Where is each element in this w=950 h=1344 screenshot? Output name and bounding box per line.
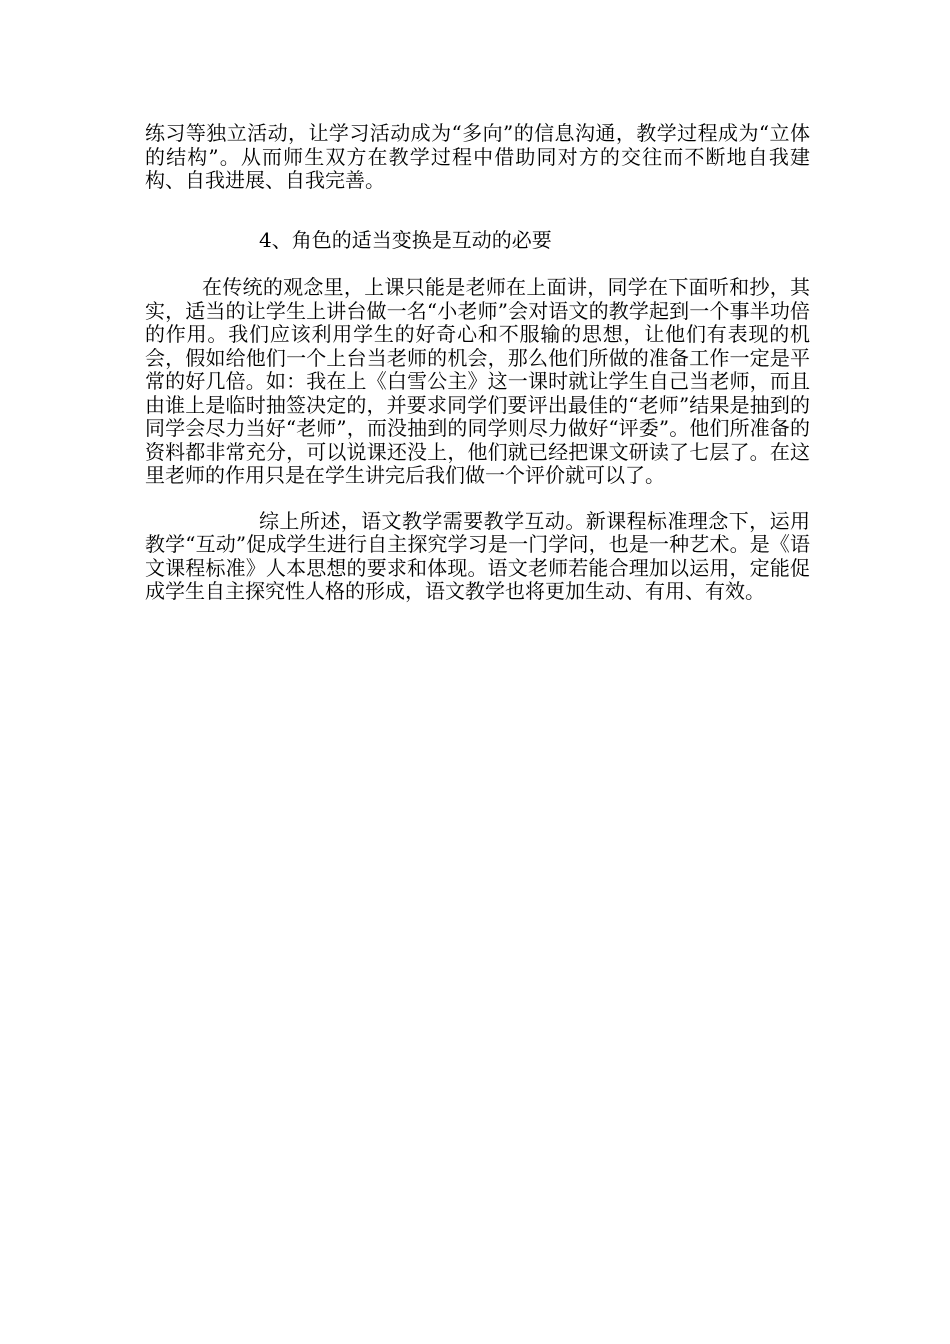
- paragraph-role-change: 在传统的观念里，上课只能是老师在上面讲，同学在下面听和抄，其实，适当的让学生上讲台做一名“小老师”会对语文的教学起到一个事半功倍的作用。我们应该利用学生的好奇心和不服输的思想，让他们有表现的机会，假如给他们一个上台当老师的机会，那么他们所做的准备工作一定是平常的好几倍。如：我在上《白雪公主》这一课时就让学生自己当老师，而且由谁上是临时抽签决定的，并要求同学们要评出最佳的“老师”结果是抽到的同学会尽力当好“老师”，而没抽到的同学则尽力做好“评委”。他们所准备的资料都非常充分，可以说课还没上，他们就已经把课文研读了七层了。在这里老师的作用只是在学生讲完后我们做一个评价就可以了。: [145, 275, 810, 487]
- section-heading: 4、角色的适当变换是互动的必要: [259, 227, 552, 252]
- paragraph-conclusion: 综上所述，语文教学需要教学互动。新课程标准理念下，运用教学“互动”促成学生进行自主探究学习是一门学问，也是一种艺术。是《语文课程标准》人本思想的要求和体现。语文老师若能合理加以运用，定能促成学生自主探究性人格的形成，语文教学也将更加生动、有用、有效。: [145, 508, 810, 603]
- document-body: [145, 122, 810, 604]
- paragraph-continuation: 练习等独立活动，让学习活动成为“多向”的信息沟通，教学过程成为“立体的结构”。从而师生双方在教学过程中借助同对方的交往而不断地自我建构、自我进展、自我完善。: [145, 121, 810, 192]
